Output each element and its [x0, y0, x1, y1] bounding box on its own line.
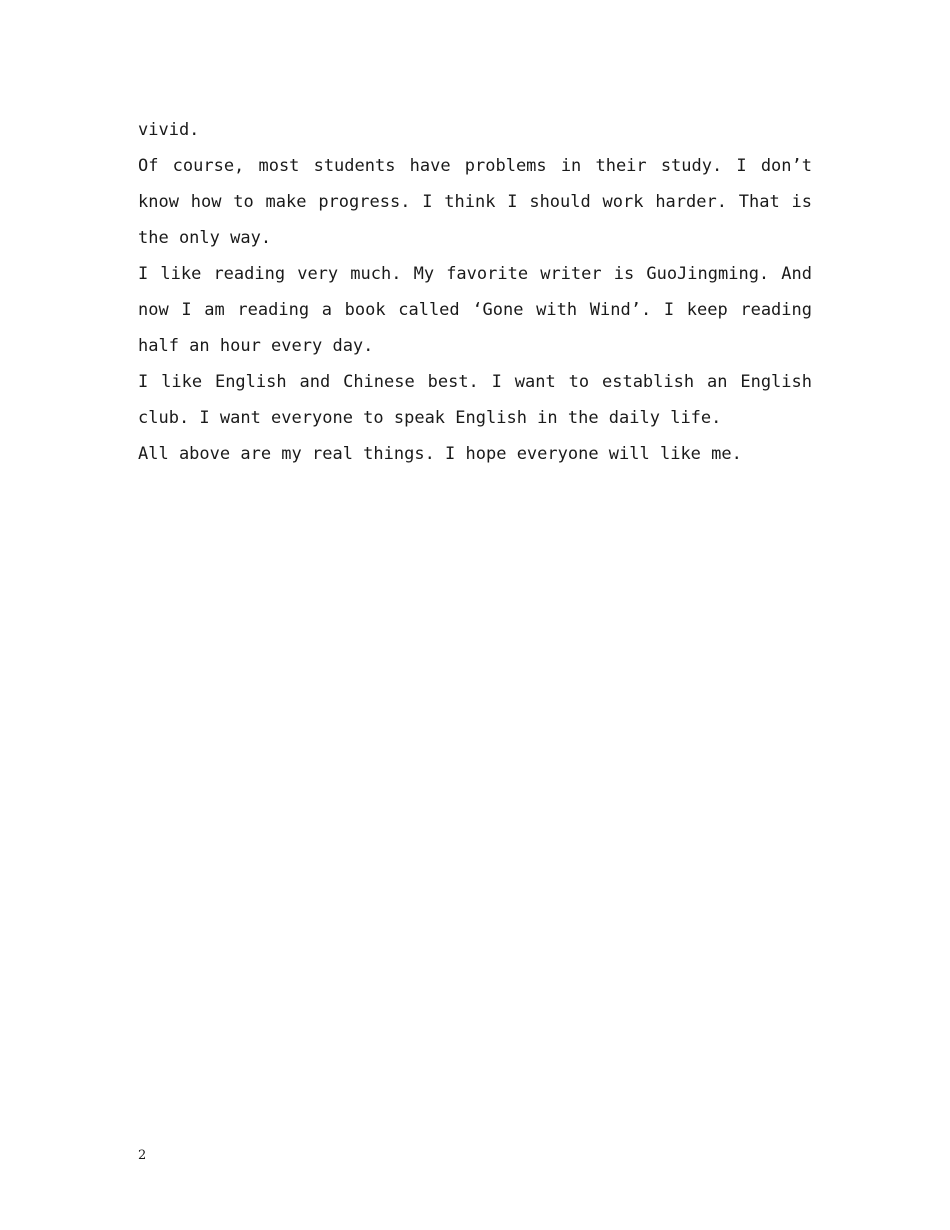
document-body [138, 112, 812, 472]
paragraph-closing: All above are my real things. I hope everyone will like me. [138, 444, 742, 464]
page-number: 2 [138, 1148, 147, 1163]
paragraph-study-problems: Of course, most students have problems in their study. I don’t know how to make progress. I think I should work harder. That is the only way. [138, 156, 812, 248]
paragraph-reading: I like reading very much. My favorite writer is GuoJingming. And now I am reading a book called ‘Gone with Wind’. I keep reading half an hour every day. [138, 264, 812, 356]
paragraph-english-club: I like English and Chinese best. I want to establish an English club. I want everyone to speak English in the daily life. [138, 372, 812, 428]
paragraph-continuation: vivid. [138, 120, 200, 140]
